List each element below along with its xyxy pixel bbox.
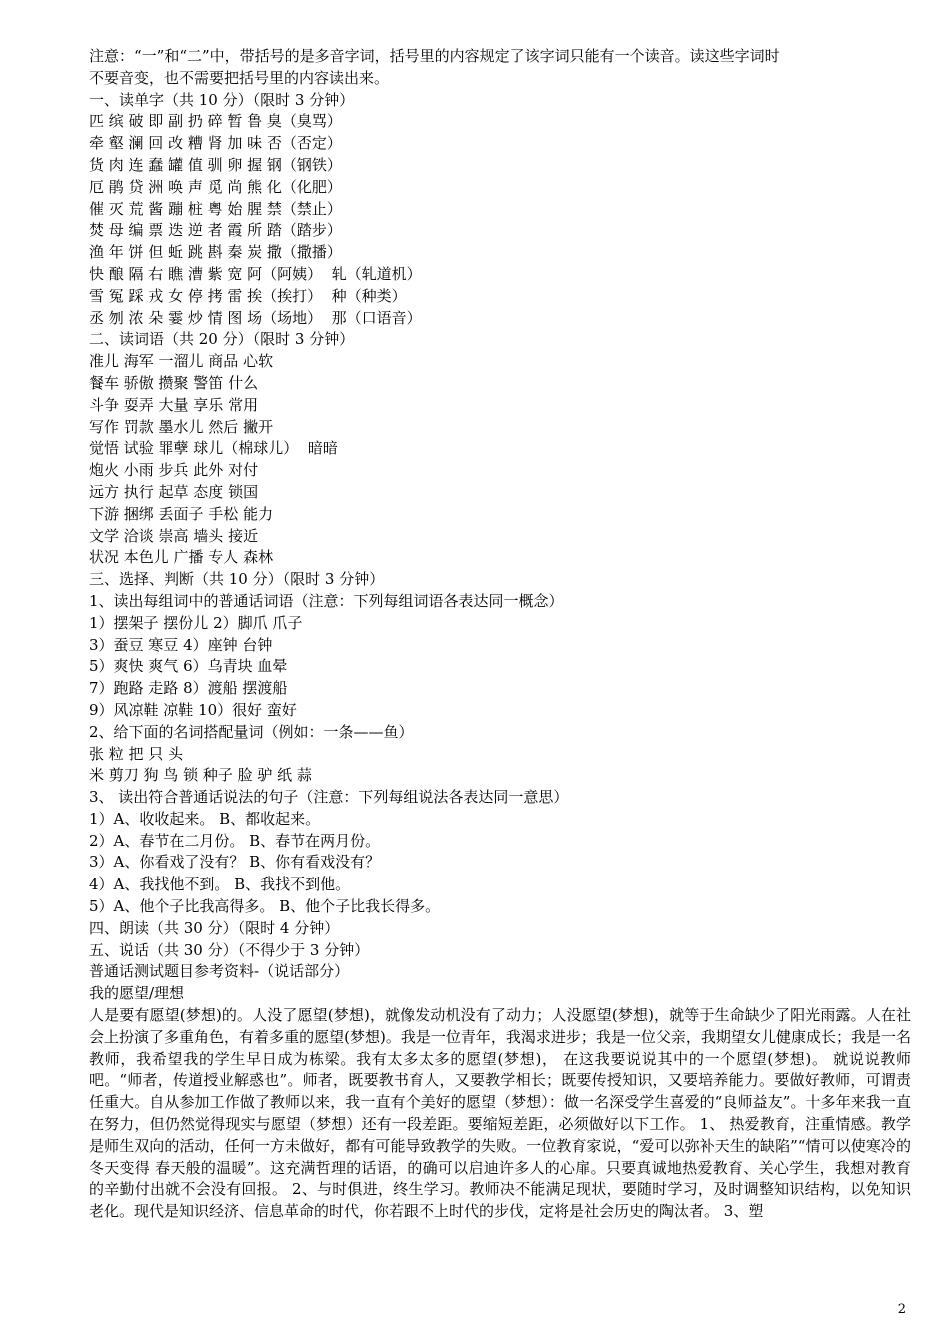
question-heading: 2、给下面的名词搭配量词（例如：一条——鱼）	[89, 722, 414, 741]
section-heading-reading: 四、朗读（共 30 分）（限时 4 分钟）	[89, 918, 340, 937]
word-row: 状况 本色儿 广播 专人 森林	[89, 548, 274, 567]
reference-title: 普通话测试题目参考资料-（说话部分）	[89, 962, 350, 981]
word-row: 炮火 小雨 步兵 此外 对付	[89, 461, 259, 480]
document-body	[89, 46, 911, 1223]
page-number: 2	[897, 1302, 906, 1317]
section-heading-speaking: 五、说话（共 30 分）（不得少于 3 分钟）	[89, 940, 370, 959]
question-item: 9）风凉鞋 凉鞋 10）很好 蛮好	[89, 700, 297, 719]
essay-paragraph: 人是要有愿望(梦想)的。人没了愿望(梦想)，就像发动机没有了动力；人没愿望(梦想)，就等于生命缺少了阳光雨露。人在社会上扮演了多重角色，有着多重的愿望(梦想)。我是一位青年，我渴求进步；我是一位父亲，我期望女儿健康成长；我是一名教师，我希望我的学生早日成为栋梁。我有太多太多的愿望(梦想)， 在这我要说说其中的一个愿望(梦想)。 就说说教师吧。“师者，传道授业解惑也”。师者，既要教书育人，又要教学相长；既要传授知识，又要培养能力。要做好教师，可谓责任重大。自从参加工作做了教师以来，我一直有个美好的愿望（梦想）：做一名深受学生喜爱的“良师益友”。十多年来我一直在努力，但仍然觉得现实与愿望（梦想）还有一段差距。要缩短差距，必须做好以下工作。 1、 热爱教育，注重情感。教学是师生双向的活动，任何一方未做好，都有可能导致教学的失败。一位教育家说，“爱可以弥补天生的缺陷”“情可以使寒冷的冬天变得 春天般的温暖”。这充满哲理的话语，的确可以启迪许多人的心扉。只要真诚地热爱教育、关心学生，我想对教育的辛勤付出就不会没有回报。 2、与时俱进，终生学习。教师决不能满足现状，要随时学习，及时调整知识结构，以免知识老化。现代是知识经济、信息革命的时代，你若跟不上时代的步伐，定将是社会历史的陶汰者。 3、塑	[89, 1006, 911, 1221]
question-item: 1）A、收收起来。 B、都收起来。	[89, 809, 321, 828]
char-row: 匹 缤 破 即 副 扔 碎 暂 鲁 臭（臭骂）	[89, 112, 342, 131]
word-row: 下游 捆绑 丢面子 手松 能力	[89, 504, 274, 523]
note-line-2: 不要音变，也不需要把括号里的内容读出来。	[89, 68, 390, 87]
char-row: 厄 鹃 贷 洲 唤 声 觅 尚 熊 化（化肥）	[89, 177, 342, 196]
question-item: 4）A、我找他不到。 B、我找不到他。	[89, 875, 351, 894]
char-row: 货 肉 连 蠢 罐 值 驯 卵 握 钢（钢铁）	[89, 155, 342, 174]
word-row: 餐车 骄傲 攒聚 警笛 什么	[89, 373, 259, 392]
char-row: 雪 冤 踩 戎 女 停 拷 雷 挨（挨打） 种（种类）	[89, 286, 407, 305]
question-item: 3）蚕豆 寒豆 4）座钟 台钟	[89, 635, 273, 654]
section-heading-single-chars: 一、读单字（共 10 分）（限时 3 分钟）	[89, 90, 355, 109]
word-row: 斗争 耍弄 大量 享乐 常用	[89, 395, 259, 414]
char-row: 渔 年 饼 但 蚯 跳 斟 秦 炭 撒（撒播）	[89, 243, 342, 262]
question-item: 7）跑路 走路 8）渡船 摆渡船	[89, 679, 288, 698]
question-heading: 1、读出每组词中的普通话词语（注意：下列每组词语各表达同一概念）	[89, 591, 564, 610]
question-item: 米 剪刀 狗 鸟 锁 种子 脸 驴 纸 蒜	[89, 766, 312, 785]
word-row: 觉悟 试验 罪孽 球儿（棉球儿） 暗暗	[89, 439, 338, 458]
word-row: 远方 执行 起草 态度 锁国	[89, 482, 259, 501]
section-heading-words: 二、读词语（共 20 分）（限时 3 分钟）	[89, 330, 355, 349]
word-row: 写作 罚款 墨水儿 然后 撇开	[89, 417, 274, 436]
word-row: 准儿 海军 一溜儿 商品 心软	[89, 352, 274, 371]
note-line-1: 注意：“一”和“二”中，带括号的是多音字词，括号里的内容规定了该字词只能有一个读音。读这些字词时	[89, 47, 780, 65]
topic-title: 我的愿望/理想	[89, 984, 185, 1003]
char-row: 焚 母 编 票 迭 逆 者 霞 所 踏（踏步）	[89, 221, 342, 240]
section-heading-choice: 三、选择、判断（共 10 分）（限时 3 分钟）	[89, 570, 385, 589]
char-row: 快 酿 隔 右 瞧 漕 紫 宽 阿（阿姨） 轧（轧道机）	[89, 264, 422, 283]
question-item: 5）爽快 爽气 6）乌青块 血晕	[89, 657, 288, 676]
question-heading: 3、 读出符合普通话说法的句子（注意：下列每组说法各表达同一意思）	[89, 788, 569, 807]
word-row: 文学 洽谈 崇高 墙头 接近	[89, 526, 259, 545]
char-row: 催 灭 荒 酱 蹦 桩 粤 始 腥 禁（禁止）	[89, 199, 342, 218]
char-row: 牵 壑 澜 回 改 糟 肾 加 味 否（否定）	[89, 134, 342, 153]
question-item: 3）A、你看戏了没有？ B、你有看戏没有？	[89, 853, 381, 872]
question-item: 1）摆架子 摆份儿 2）脚爪 爪子	[89, 613, 303, 632]
question-item: 张 粒 把 只 头	[89, 744, 184, 763]
question-item: 2）A、春节在二月份。 B、春节在两月份。	[89, 831, 381, 850]
char-row: 丞 刎 浓 朵 霎 炒 情 图 场（场地） 那（口语音）	[89, 308, 422, 327]
question-item: 5）A、他个子比我高得多。 B、他个子比我长得多。	[89, 897, 441, 916]
